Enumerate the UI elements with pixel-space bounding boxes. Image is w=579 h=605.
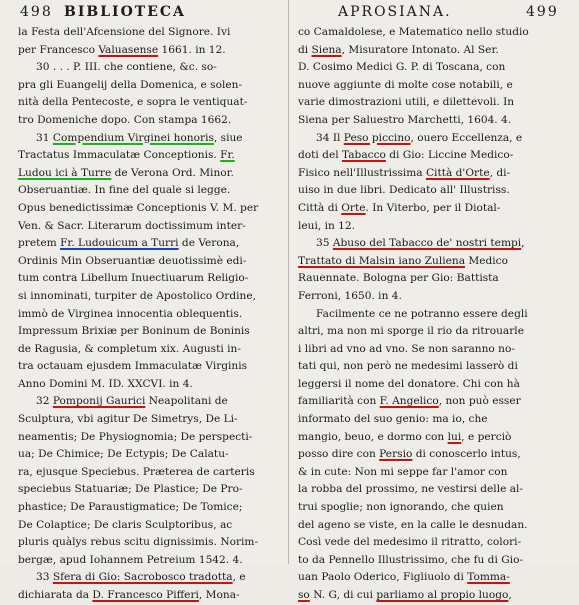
text-line (298, 130, 570, 148)
line-text: D. Cosimo Medici G. P. di Toscana, con (298, 61, 506, 74)
line-text: Ven. & Sacr. Literarum doctissimum inter- (18, 219, 246, 232)
line-text: di (298, 43, 312, 56)
line-text: co Camaldolese, e Matematico nello studio (298, 26, 529, 38)
text-line (298, 464, 570, 482)
line-text: si innominati, turpiter de Apostolico Ordine, (18, 289, 256, 302)
text-line (18, 218, 280, 236)
marked-phrase: Orte (341, 201, 366, 214)
line-text: , Mona- (198, 589, 240, 601)
page-gutter (288, 0, 289, 564)
line-text: , (521, 237, 525, 250)
text-line (298, 182, 570, 200)
line-text: di Gio: Liccine Medico- (385, 149, 514, 162)
left-page-number: 498 (20, 4, 53, 20)
text-line (298, 306, 570, 324)
line-text: nuove aggiunte di molte cose notabili, e (298, 78, 513, 91)
text-line (298, 358, 570, 376)
text-line (18, 288, 280, 306)
line-text: immò de Virginea innocentia oblequentis. (18, 307, 243, 320)
line-text: Opus benedictissimæ Conceptionis V. M. per (18, 201, 259, 214)
line-text: doti del (298, 149, 342, 162)
left-running-title: BIBLIOTECA (64, 4, 186, 20)
text-line (18, 323, 280, 341)
line-text: uiso in due libri. Dedicato all' Illustriss. (298, 184, 510, 197)
line-text: ra, ejusque Speciebus. Præterea de carteris (18, 465, 255, 478)
marked-phrase: Fr. (220, 149, 235, 162)
text-line (18, 552, 280, 570)
text-line (298, 165, 570, 183)
text-line (18, 94, 280, 112)
text-line (298, 341, 570, 359)
text-line (298, 94, 570, 112)
marked-phrase: so (298, 589, 310, 601)
marked-phrase: Sfera di Gio: Sacrobosco tradotta (52, 571, 233, 584)
line-text: Sculptura, vbi agitur De Simetrys, De Li- (18, 413, 238, 426)
text-line (298, 552, 570, 570)
text-line (18, 481, 280, 499)
line-text: Rauennate. Bologna per Gio: Battista (298, 272, 499, 285)
line-text: leggersi il nome del donatore. Chi con hà (298, 377, 520, 390)
text-line (18, 200, 280, 218)
line-text: Fisico nell'Illustrissima (298, 166, 426, 179)
text-line (18, 464, 280, 482)
text-line (18, 429, 280, 447)
text-line (18, 42, 280, 60)
text-line (298, 393, 570, 411)
text-line (18, 341, 280, 359)
text-line (298, 147, 570, 165)
text-line (298, 218, 570, 236)
line-text: familiarità con (298, 395, 380, 408)
line-text: la Festa dell'Afcensione del Signore. Ivi (18, 26, 231, 38)
line-text: Ferroni, 1650. in 4. (298, 289, 402, 302)
line-text: , ouero Eccellenza, e (410, 131, 523, 144)
line-text: de Verona, (178, 237, 240, 250)
line-text: 30 . . . P. III. che contiene, &c. so- (36, 61, 217, 74)
text-line (298, 376, 570, 394)
line-text: , e perciò (461, 430, 512, 443)
text-line (18, 411, 280, 429)
text-line (18, 165, 280, 183)
line-text: 34 Il (316, 131, 344, 144)
line-text: pra gli Euangelij della Domenica, e solen- (18, 78, 243, 91)
line-text: , di- (489, 166, 511, 179)
line-text: 32 (36, 395, 53, 408)
marked-phrase: Siena (311, 43, 342, 56)
line-text: Impressum Brixiæ per Boninum de Boninis (18, 325, 250, 338)
text-line (298, 446, 570, 464)
text-line (18, 112, 280, 130)
line-text: Neapolitani de (145, 395, 228, 408)
text-line (298, 270, 570, 288)
text-line (298, 200, 570, 218)
marked-phrase: D. Francesco Pifferi (92, 589, 199, 601)
text-line (18, 59, 280, 77)
line-text: De Colaptice; De claris Sculptoribus, ac (18, 518, 233, 531)
text-line (18, 446, 280, 464)
line-text: di conoscerlo intus, (412, 448, 521, 461)
line-text: trui spoglie; non ignorando, che quien (298, 501, 504, 514)
line-text: Facilmente ce ne potranno essere degli (316, 307, 528, 320)
marked-phrase: Tabacco (341, 149, 386, 162)
text-line (298, 429, 570, 447)
text-line (18, 306, 280, 324)
line-text: pluris quàlys rebus scitu dignissimis. Norim- (18, 536, 259, 549)
line-text: Ordinis Min Obseruantiæ deuotissimè edi- (18, 254, 247, 267)
text-line (18, 77, 280, 95)
line-text: . In Viterbo, per il Diotal- (365, 201, 501, 214)
line-text: 1661. in 12. (158, 43, 226, 56)
text-line (298, 288, 570, 306)
marked-phrase: Città d'Orte (425, 166, 490, 179)
marked-phrase: lui (447, 430, 462, 443)
text-line (298, 517, 570, 535)
line-text: Anno Domini M. ID. XXCVI. in 4. (18, 377, 193, 390)
text-line (18, 376, 280, 394)
left-page-text (18, 24, 280, 605)
line-text: de Ragusia, & completum xix. Augusti in- (18, 342, 241, 355)
line-text: to da Pennello Illustrissimo, che fu di Gio- (298, 553, 524, 566)
marked-phrase: parliamo al propio luogo (376, 589, 509, 601)
line-text: altri, ma non mi sporge il rio da ritrouarle (298, 325, 524, 338)
text-line (18, 253, 280, 271)
text-line (18, 499, 280, 517)
line-text: phastice; De Paraustigmatice; De Tomice; (18, 501, 243, 514)
marked-phrase: Persio (379, 448, 413, 461)
line-text: , (508, 589, 512, 601)
text-line (18, 130, 280, 148)
right-running-title: APROSIANA. (338, 4, 452, 20)
text-line (298, 411, 570, 429)
text-line (298, 499, 570, 517)
line-text: ua; De Chimice; De Ectypis; De Calatu- (18, 448, 229, 461)
line-text: informato del suo genio: ma io, che (298, 413, 488, 426)
marked-phrase: Abuso del Tabacco de' nostri tempi (332, 237, 522, 250)
line-text: Così vede del medesimo il ritratto, colori- (298, 536, 522, 549)
line-text: del ageno se viste, en la calle le desnudan. (298, 518, 528, 531)
text-line (18, 587, 280, 605)
text-line (298, 323, 570, 341)
marked-phrase: Ludou ici à Turre (18, 166, 112, 179)
line-text: i libri ad vno ad vno. Se non saranno no- (298, 342, 515, 355)
line-text: 35 (316, 237, 333, 250)
line-text: tum contra Libellum Inuectiuarum Religio- (18, 272, 249, 285)
text-line (298, 569, 570, 587)
line-text: tro Domeniche dopo. Con stampa 1662. (18, 113, 232, 126)
line-text: N. G, di cui (309, 589, 377, 601)
text-line (298, 587, 570, 605)
line-text: Città di (298, 201, 342, 214)
text-line (298, 77, 570, 95)
line-text: , non può esser (438, 395, 521, 408)
line-text: & in cute: Non mi seppe far l'amor con (298, 465, 508, 478)
right-page-text (298, 24, 570, 605)
line-text: pretem (18, 237, 61, 250)
marked-phrase: F. Angelico (379, 395, 439, 408)
text-line (18, 393, 280, 411)
text-line (18, 270, 280, 288)
marked-phrase: Pomponij Gaurici (52, 395, 146, 408)
line-text: 33 (36, 571, 53, 584)
line-text: leui, in 12. (298, 219, 356, 232)
marked-phrase: Fr. Ludouicum a Turri (60, 237, 179, 250)
marked-phrase: Valuasense (98, 43, 159, 56)
line-text: bergæ, apud Iohannem Petreium 1542. 4. (18, 553, 243, 566)
line-text: , Misuratore Intonato. Al Ser. (341, 43, 499, 56)
line-text: de Verona Ord. Minor. (111, 166, 234, 179)
text-line (18, 147, 280, 165)
line-text: , e (232, 571, 246, 584)
text-line (18, 182, 280, 200)
line-text: Siena per Saluestro Marchetti, 1604. 4. (298, 113, 512, 126)
text-line (298, 253, 570, 271)
text-line (298, 42, 570, 60)
line-text: uan Paolo Oderico, Figliuolo di (298, 571, 468, 584)
line-text: tra octauam ejusdem Immaculatæ Virginis (18, 360, 248, 373)
line-text: Medico (465, 254, 508, 267)
marked-phrase: Tomma- (467, 571, 510, 584)
text-line (18, 569, 280, 587)
text-line (298, 112, 570, 130)
text-line (18, 534, 280, 552)
line-text: per Francesco (18, 43, 99, 56)
line-text: Obseruantiæ. In fine del quale si legge. (18, 184, 231, 197)
line-text: varie dimostrazioni utili, e dilettevoli. In (298, 96, 515, 109)
text-line (298, 534, 570, 552)
line-text: 31 (36, 131, 53, 144)
text-line (18, 235, 280, 253)
line-text: Tractatus Immaculatæ Conceptionis. (18, 149, 221, 162)
text-line (18, 517, 280, 535)
line-text: nità della Pentecoste, e sopra le ventiquat- (18, 96, 248, 109)
right-page-number: 499 (526, 4, 559, 20)
line-text: mangio, beuo, e dormo con (298, 430, 448, 443)
marked-phrase: Compendium Virginei honoris (52, 131, 214, 144)
text-line (298, 481, 570, 499)
text-line (298, 59, 570, 77)
line-text: , siue (213, 131, 243, 144)
marked-phrase: Peso piccino (343, 131, 411, 144)
line-text: la robba del prossimo, ne vestirsi delle al- (298, 483, 524, 496)
text-line (18, 358, 280, 376)
line-text: tati qui, non però ne medesimi lasserò di (298, 360, 518, 373)
line-text: posso dire con (298, 448, 380, 461)
line-text: neamentis; De Physiognomia; De perspecti- (18, 430, 253, 443)
text-line (18, 24, 280, 42)
text-line (298, 235, 570, 253)
line-text: speciebus Statuariæ; De Plastice; De Pro- (18, 483, 243, 496)
marked-phrase: Trattato di Malsin iano Zuliena (298, 254, 466, 267)
text-line (298, 24, 570, 42)
line-text: dichiarata da (18, 589, 93, 601)
